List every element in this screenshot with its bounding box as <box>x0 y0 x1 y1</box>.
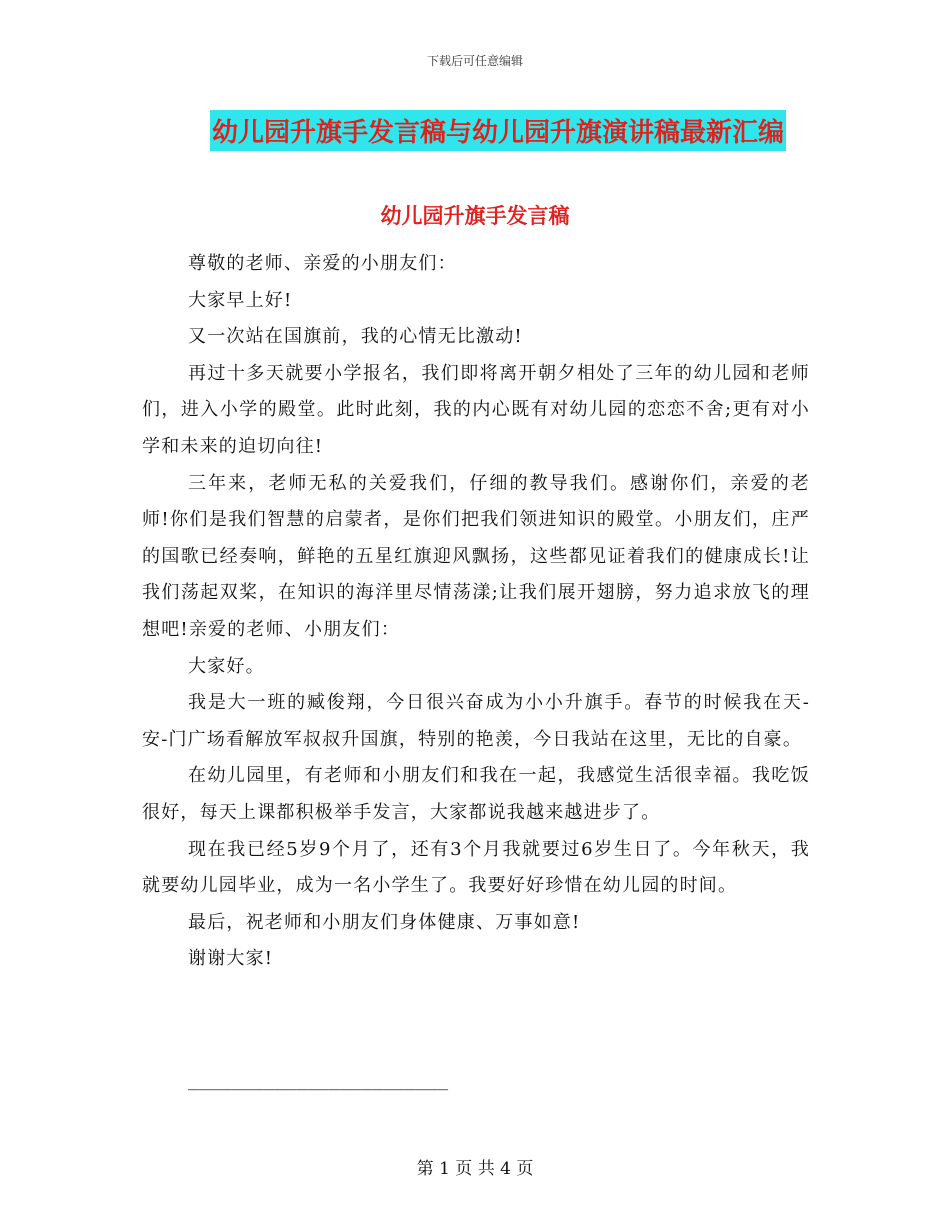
page-footer: 第 1 页 共 4 页 <box>416 1159 534 1179</box>
paragraph: 在幼儿园里，有老师和小朋友们和我在一起，我感觉生活很幸福。我吃饭很好，每天上课都积极举手发言，大家都说我越来越进步了。 <box>142 765 810 823</box>
paragraph: 谢谢大家! <box>188 948 274 970</box>
paragraph: 三年来，老师无私的关爱我们，仔细的教导我们。感谢你们，亲爱的老师!你们是我们智慧的启蒙者，是你们把我们领进知识的殿堂。小朋友们，庄严的国歌已经奏响，鲜艳的五星红旗迎风飘扬，这些都见证着我们的健康成长!让我们荡起双桨，在知识的海洋里尽情荡漾;让我们展开翅膀，努力追求放飞的理想吧!亲爱的老师、小朋友们： <box>142 472 810 640</box>
paragraph: 又一次站在国旗前，我的心情无比激动! <box>188 326 523 348</box>
paragraph: 现在我已经5岁9个月了，还有3个月我就要过6岁生日了。今年秋天，我就要幼儿园毕业，成为一名小学生了。我要好好珍惜在幼儿园的时间。 <box>142 838 810 897</box>
paragraph: 大家早上好! <box>188 289 293 311</box>
paragraph: 大家好。 <box>188 655 265 677</box>
paragraph: 尊敬的老师、亲爱的小朋友们： <box>188 253 457 274</box>
paragraph: 再过十多天就要小学报名，我们即将离开朝夕相处了三年的幼儿园和老师们，进入小学的殿堂。此时此刻，我的内心既有对幼儿园的恋恋不舍;更有对小学和未来的迫切向往! <box>142 362 810 457</box>
divider-line: ________________________ <box>188 1070 449 1091</box>
document-title-wrap <box>0 110 950 151</box>
document-title: 幼儿园升旗手发言稿与幼儿园升旗演讲稿最新汇编 <box>210 110 786 151</box>
paragraph: 我是大一班的臧俊翔，今日很兴奋成为小小升旗手。春节的时候我在天-安-门广场看解放军叔叔升国旗，特别的艳羡，今日我站在这里，无比的自豪。 <box>142 692 810 750</box>
paragraph: 最后，祝老师和小朋友们身体健康、万事如意! <box>188 911 581 933</box>
header-note: 下载后可任意编辑 <box>426 54 523 68</box>
section-title: 幼儿园升旗手发言稿 <box>380 204 570 228</box>
document-body <box>142 246 810 978</box>
